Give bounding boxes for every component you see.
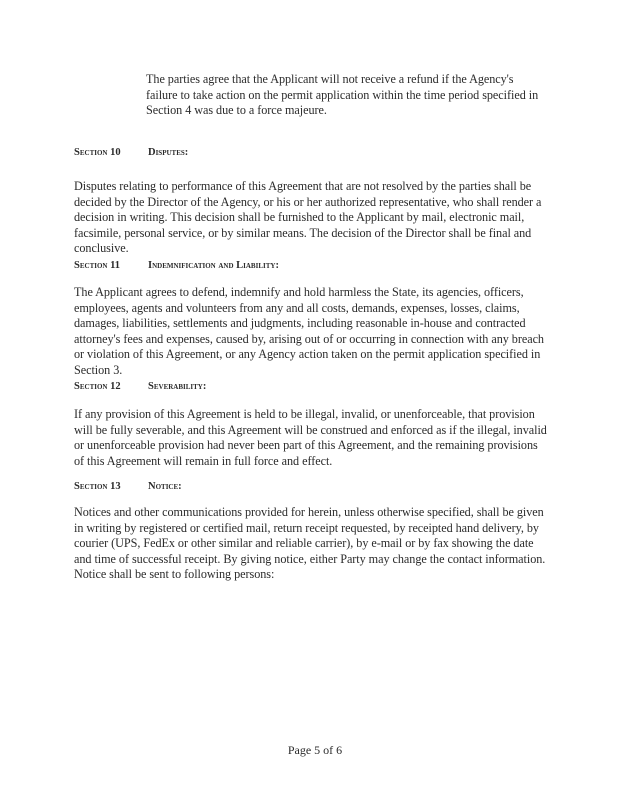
section-13-number: Section 13: [74, 481, 121, 492]
intro-paragraph: The parties agree that the Applicant will not receive a refund if the Agency's failure to take action on the permit application within the time period specified in Section 4 was due to a force majeure.: [146, 72, 539, 117]
page-footer: [0, 743, 618, 758]
section-11-title: Indemnification and Liability:: [148, 260, 279, 271]
page-number-label: Page 5 of 6: [287, 743, 343, 757]
section-12-body: If any provision of this Agreement is held to be illegal, invalid, or unenforceable, that provision will be fully severable, and this Agreement will be construed and enforced as if the illegal, invalid or unenforceable provision had never been part of this Agreement, and the remaining provisions of this Agreement will remain in full force and effect.: [74, 407, 547, 468]
section-10-heading: [74, 147, 188, 158]
section-13-title: Notice:: [148, 481, 182, 492]
section-11-number: Section 11: [74, 260, 121, 271]
section-10-title: Disputes:: [148, 147, 189, 158]
section-11-body: The Applicant agrees to defend, indemnify and hold harmless the State, its agencies, officers, employees, agents and volunteers from any and all costs, demands, expenses, losses, claims, damages, liabilities, settlements and judgments, including reasonable in-house and contracted attorney's fees and expenses, caused by, arising out of or occurring in connection with any breach or violation of this Agreement, or any Agency action taken on the permit application specified in Section 3.: [74, 285, 544, 377]
section-12-heading: [74, 381, 206, 392]
section-12-title: Severability:: [148, 381, 207, 392]
section-12-number: Section 12: [74, 381, 121, 392]
section-10-body: Disputes relating to performance of this Agreement that are not resolved by the parties shall be decided by the Director of the Agency, or his or her authorized representative, who shall render a decision in writing. This decision shall be furnished to the Applicant by mail, electronic mail, facsimile, personal service, or by similar means. The decision of the Director shall be final and conclusive.: [74, 179, 542, 255]
section-10-number: Section 10: [74, 147, 121, 158]
section-13-heading: [74, 481, 182, 492]
section-13-body: Notices and other communications provided for herein, unless otherwise specified, shall be given in writing by registered or certified mail, return receipt requested, by receipted hand delivery, by courier (UPS, FedEx or other similar and reliable carrier), by e-mail or by fax showing the date and time of successful receipt. By giving notice, either Party may change the contact information. Notice shall be sent to following persons:: [74, 505, 546, 581]
section-11-heading: [74, 260, 279, 271]
